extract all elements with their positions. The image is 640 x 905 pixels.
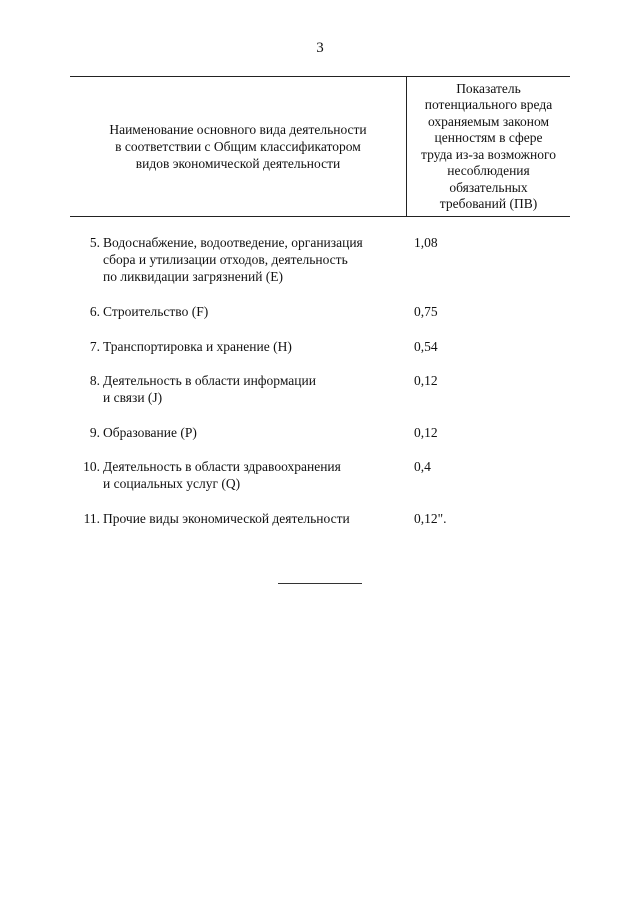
row-indicator-value: 0,12". bbox=[414, 511, 447, 526]
table-row bbox=[70, 303, 438, 320]
row-indicator-value: 0,12 bbox=[414, 425, 438, 440]
table-row bbox=[70, 510, 447, 527]
row-indicator-value: 0,12 bbox=[414, 373, 438, 388]
header-indicator-cell: Показатель потенциального вреда охраняемым законом ценностям в сфере труда из-за возможного несоблюдения обязательных требований (ПВ) bbox=[421, 80, 556, 211]
row-number: 10. bbox=[83, 459, 100, 474]
row-activity: Водоснабжение, водоотведение, организация сбора и утилизации отходов, деятельность по ликвидации загрязнений (E) bbox=[103, 235, 363, 284]
table-row bbox=[70, 372, 438, 406]
row-activity: Прочие виды экономической деятельности bbox=[103, 511, 350, 526]
row-activity: Образование (P) bbox=[103, 425, 197, 440]
row-number: 9. bbox=[89, 425, 100, 440]
row-number: 11. bbox=[83, 511, 100, 526]
table-row bbox=[70, 424, 438, 441]
row-number: 6. bbox=[89, 304, 100, 319]
row-number: 5. bbox=[89, 235, 100, 250]
header-activity-cell: Наименование основного вида деятельности в соответствии с Общим классификатором видов экономической деятельности bbox=[70, 77, 407, 216]
row-indicator-value: 0,4 bbox=[414, 459, 431, 474]
row-indicator-value: 0,75 bbox=[414, 304, 438, 319]
row-activity: Строительство (F) bbox=[103, 304, 209, 319]
end-of-document-divider bbox=[278, 583, 362, 584]
table-header bbox=[70, 76, 570, 217]
row-activity: Деятельность в области здравоохранения и социальных услуг (Q) bbox=[103, 459, 341, 491]
row-activity: Деятельность в области информации и связи (J) bbox=[103, 373, 316, 405]
table-row bbox=[70, 338, 438, 355]
row-number: 8. bbox=[89, 373, 100, 388]
page-number: 3 bbox=[316, 40, 324, 56]
table-row bbox=[70, 234, 438, 285]
row-indicator-value: 0,54 bbox=[414, 339, 438, 354]
row-number: 7. bbox=[89, 339, 100, 354]
row-activity: Транспортировка и хранение (H) bbox=[103, 339, 292, 354]
table-row bbox=[70, 458, 431, 492]
row-indicator-value: 1,08 bbox=[414, 235, 438, 250]
harm-indicator-table bbox=[70, 76, 570, 526]
